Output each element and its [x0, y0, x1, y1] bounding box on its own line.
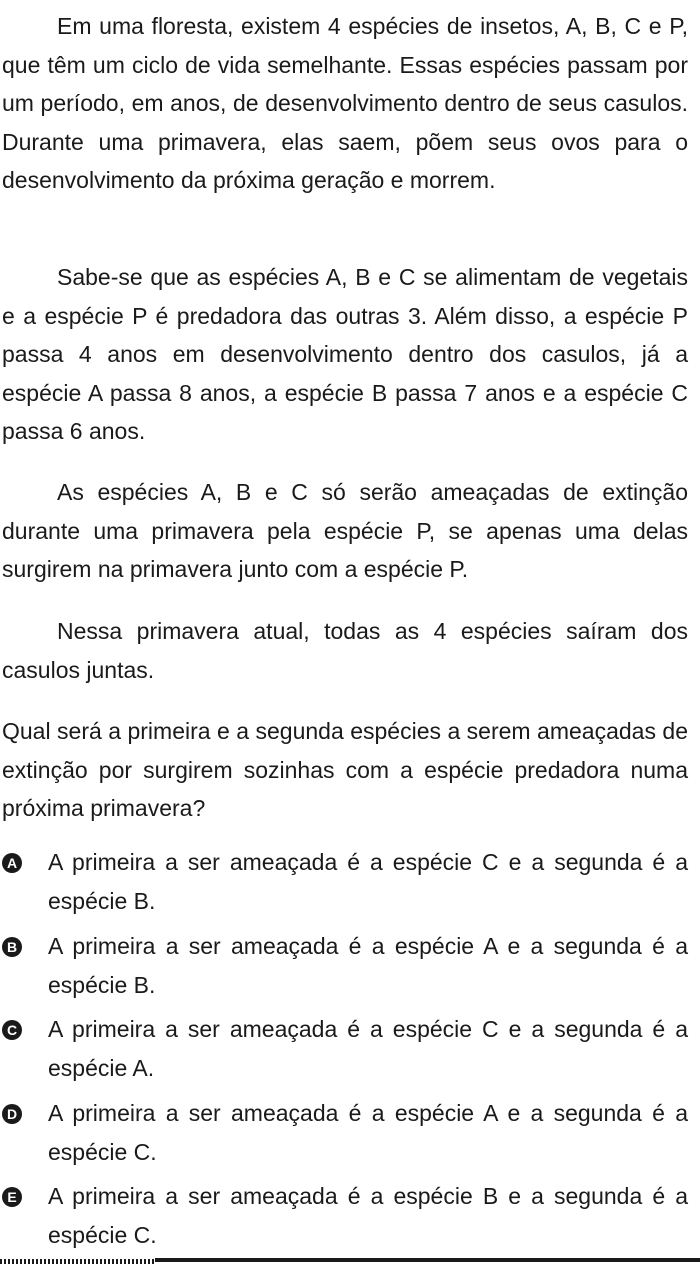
footer-divider — [0, 1257, 700, 1264]
paragraph-current-spring: Nessa primavera atual, todas as 4 espécies saíram dos casulos juntas. — [2, 618, 688, 683]
option-text-a: A primeira a ser ameaçada é a espécie C e a segunda é a espécie B. — [48, 849, 688, 914]
paragraph-intro: Em uma floresta, existem 4 espécies de insetos, A, B, C e P, que têm um ciclo de vida semelhante. Essas espécies passam por um período, em anos, de desenvolvimento dentro de seus casulos. Durante uma primavera, elas saem, põem seus ovos para o desenvolvimento da próxima geração e morrem. — [2, 13, 688, 193]
option-letter-badge-e: E — [2, 1187, 22, 1207]
footer-solid-rule — [155, 1258, 700, 1262]
option-letter-badge-a: A — [2, 853, 22, 873]
option-text-b: A primeira a ser ameaçada é a espécie A e a segunda é a espécie B. — [48, 932, 688, 998]
option-letter-badge-b: B — [2, 937, 22, 957]
option-d[interactable] — [2, 1094, 688, 1178]
answer-options — [2, 843, 688, 1261]
option-letter-badge-c: C — [2, 1020, 22, 1040]
option-a[interactable] — [2, 843, 688, 927]
option-b[interactable] — [2, 927, 688, 1011]
option-text-d: A primeira a ser ameaçada é a espécie A e a segunda é a espécie C. — [48, 1099, 688, 1165]
question-prompt: Qual será a primeira e a segunda espécies a serem ameaçadas de extinção por surgirem sozinhas com a espécie predadora numa próxima primavera? — [2, 718, 688, 821]
paragraph-extinction-rule: As espécies A, B e C só serão ameaçadas de extinção durante uma primavera pela espécie P, se apenas uma delas surgirem na primavera junto com a espécie P. — [2, 479, 688, 582]
option-letter-badge-d: D — [2, 1104, 22, 1124]
paragraph-species-info: Sabe-se que as espécies A, B e C se alimentam de vegetais e a espécie P é predadora das outras 3. Além disso, a espécie P passa 4 anos em desenvolvimento dentro dos casulos, já a espécie A passa 8 anos, a espécie B passa 7 anos e a espécie C passa 6 anos. — [2, 264, 688, 444]
option-e[interactable] — [2, 1177, 688, 1261]
option-text-e: A primeira a ser ameaçada é a espécie B e a segunda é a espécie C. — [48, 1183, 688, 1248]
option-text-c: A primeira a ser ameaçada é a espécie C e a segunda é a espécie A. — [48, 1016, 688, 1081]
footer-dotted-rule — [0, 1259, 155, 1264]
option-c[interactable] — [2, 1010, 688, 1094]
